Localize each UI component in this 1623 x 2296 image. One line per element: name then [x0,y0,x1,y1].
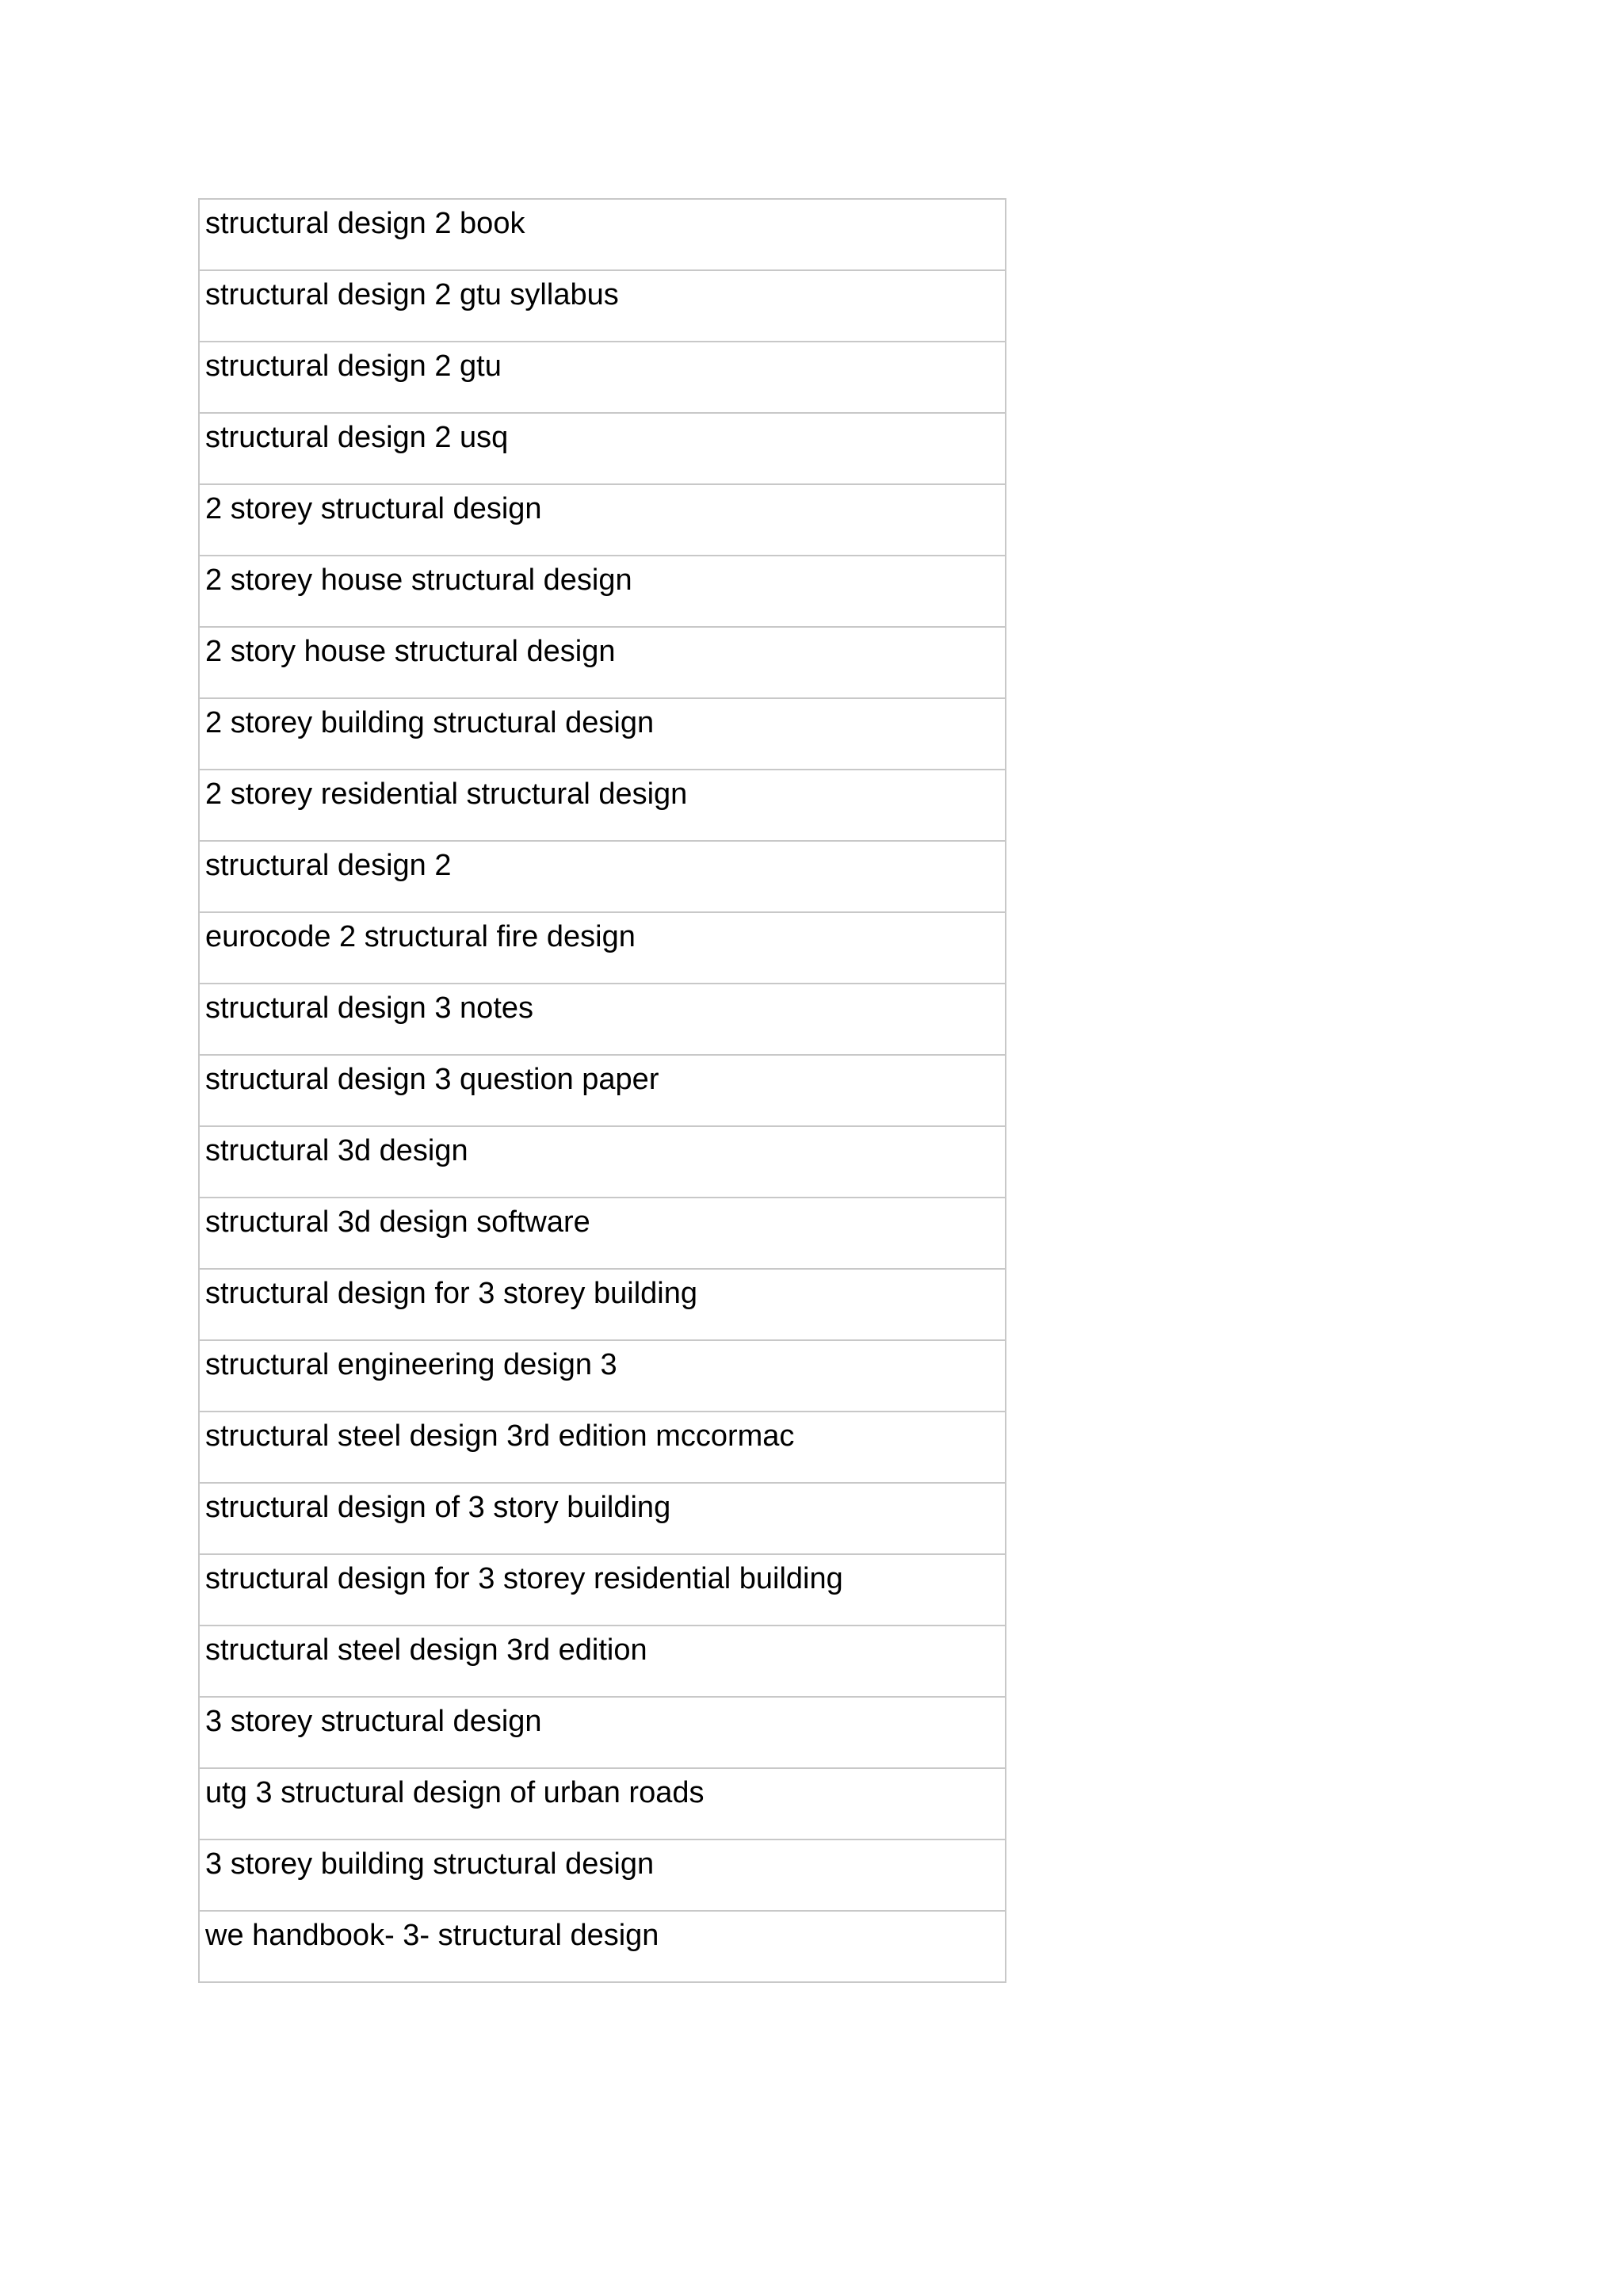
table-cell: structural design 2 gtu syllabus [199,270,1006,342]
table-row [199,1768,1006,1839]
table-row [199,1697,1006,1768]
table-row [199,1269,1006,1340]
table-row [199,342,1006,413]
table-cell: 3 storey structural design [199,1697,1006,1768]
table-cell: structural steel design 3rd edition [199,1626,1006,1697]
table-cell: 2 storey residential structural design [199,770,1006,841]
table-cell: we handbook- 3- structural design [199,1911,1006,1982]
table-row [199,1911,1006,1982]
table-cell: structural design 3 question paper [199,1055,1006,1126]
table-cell: structural 3d design software [199,1198,1006,1269]
table-cell: structural design 2 book [199,199,1006,270]
table-cell: structural design 2 [199,841,1006,912]
table-row [199,1412,1006,1483]
table-row [199,1126,1006,1198]
table-row [199,627,1006,698]
table-row [199,199,1006,270]
table-row [199,1340,1006,1412]
table-cell: structural design 2 gtu [199,342,1006,413]
table-cell: 2 storey structural design [199,484,1006,556]
table-row [199,556,1006,627]
table-row [199,698,1006,770]
table-row [199,484,1006,556]
table-cell: 2 story house structural design [199,627,1006,698]
table-cell: structural design 2 usq [199,413,1006,484]
table-row [199,912,1006,984]
table-cell: structural design for 3 storey residential building [199,1554,1006,1626]
table-cell: utg 3 structural design of urban roads [199,1768,1006,1839]
table-cell: structural design 3 notes [199,984,1006,1055]
table-cell: structural 3d design [199,1126,1006,1198]
table-row [199,270,1006,342]
table-row [199,1055,1006,1126]
table-cell: structural design for 3 storey building [199,1269,1006,1340]
table-cell: 2 storey house structural design [199,556,1006,627]
table-cell: structural engineering design 3 [199,1340,1006,1412]
table-row [199,413,1006,484]
table-row [199,770,1006,841]
table-row [199,1554,1006,1626]
table-cell: eurocode 2 structural fire design [199,912,1006,984]
table-row [199,1839,1006,1911]
table-cell: structural steel design 3rd edition mccormac [199,1412,1006,1483]
keyword-table [198,198,1006,1983]
table-row [199,984,1006,1055]
table-cell: 3 storey building structural design [199,1839,1006,1911]
table-cell: 2 storey building structural design [199,698,1006,770]
table-row [199,1483,1006,1554]
table-row [199,1626,1006,1697]
table-row [199,1198,1006,1269]
table-row [199,841,1006,912]
table-cell: structural design of 3 story building [199,1483,1006,1554]
